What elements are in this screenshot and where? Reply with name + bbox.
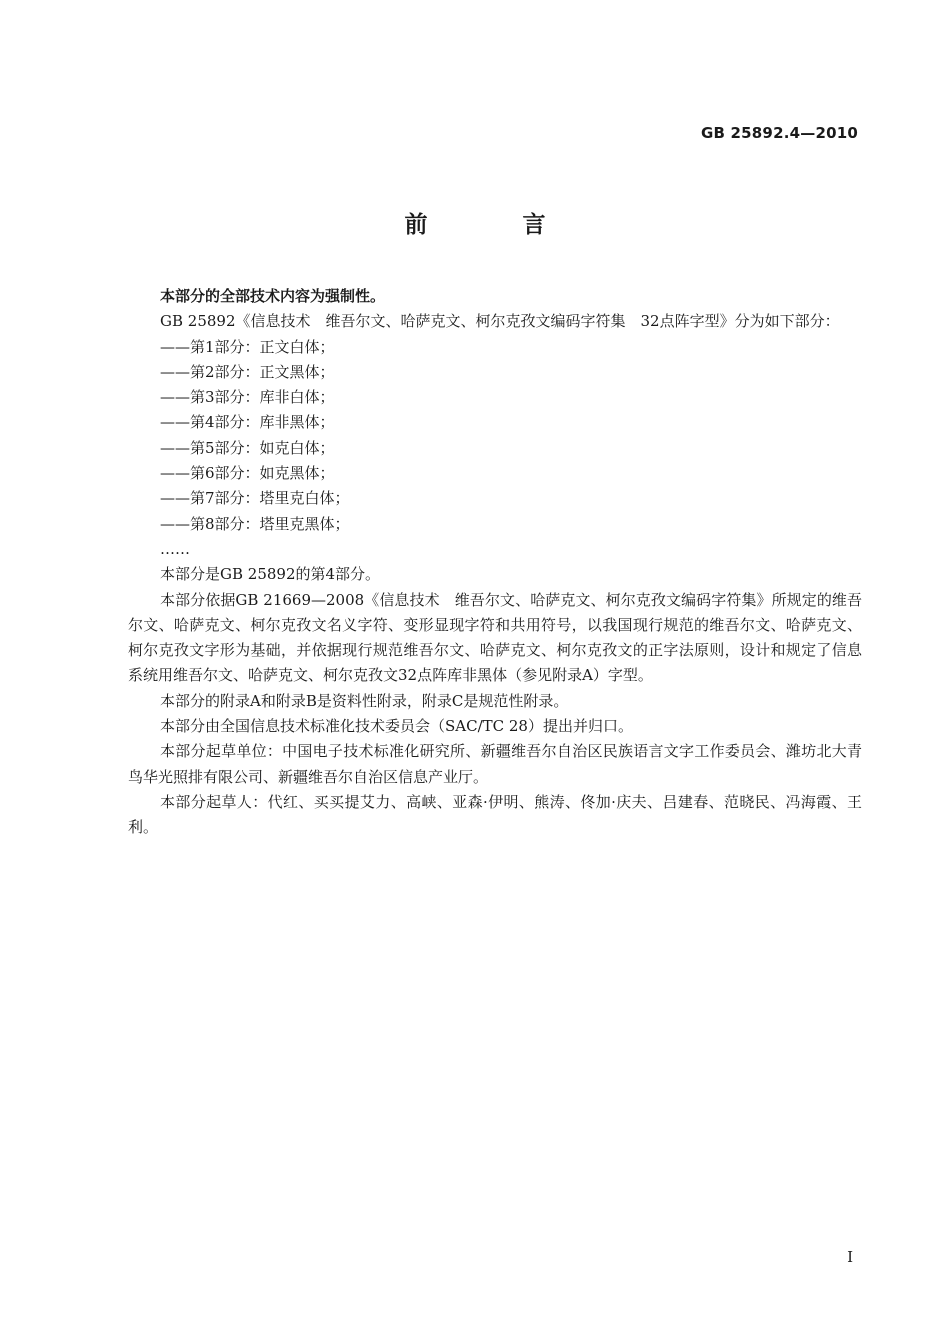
mandatory-statement: 本部分的全部技术内容为强制性。 [160, 287, 386, 305]
foreword-body [128, 284, 862, 841]
parts-intro: GB 25892《信息技术 维吾尔文、哈萨克文、柯尔克孜文编码字符集 32点阵字型》分为如下部分： [160, 312, 840, 331]
drafting-units-paragraph: 本部分起草单位：中国电子技术标准化研究所、新疆维吾尔自治区民族语言文字工作委员会、潍坊北大青鸟华光照排有限公司、新疆维吾尔自治区信息产业厅。 [128, 742, 862, 786]
proposer-paragraph: 本部分由全国信息技术标准化技术委员会（SAC/TC 28）提出并归口。 [160, 717, 633, 736]
page-title: 前 言 [404, 212, 582, 238]
list-item: ——第4部分：库非黑体； [160, 413, 335, 432]
list-item: ——第5部分：如克白体； [160, 438, 335, 457]
page-number: I [847, 1248, 853, 1266]
basis-paragraph: 本部分依据GB 21669—2008《信息技术 维吾尔文、哈萨克文、柯尔克孜文编码字符集》所规定的维吾尔文、哈萨克文、柯尔克孜文名义字符、变形显现字符和共用符号，以我国现行规范的维吾尔文、哈萨克文、柯尔克孜文字形为基础，并依据现行规范维吾尔文、哈萨克文、柯尔克孜文的正字法原则，设计和规定了信息系统用维吾尔文、哈萨克文、柯尔克孜文32点阵库非黑体（参见附录A）字型。 [128, 590, 862, 685]
annex-paragraph: 本部分的附录A和附录B是资料性附录，附录C是规范性附录。 [160, 691, 569, 710]
drafters-paragraph: 本部分起草人：代红、买买提艾力、高峡、亚森·伊明、熊涛、佟加·庆夫、吕建春、范晓民、冯海霞、王利。 [128, 792, 862, 837]
standard-code: GB 25892.4—2010 [700, 124, 858, 142]
list-item: ——第8部分：塔里克黑体； [160, 514, 350, 533]
list-item: ——第1部分：正文白体； [160, 337, 335, 356]
list-ellipsis: …… [160, 539, 190, 558]
list-item: ——第6部分：如克黑体； [160, 464, 335, 483]
list-item: ——第7部分：塔里克白体； [160, 489, 350, 508]
list-item: ——第2部分：正文黑体； [160, 362, 335, 381]
list-item: ——第3部分：库非白体； [160, 388, 335, 407]
part-statement: 本部分是GB 25892的第4部分。 [160, 565, 381, 584]
